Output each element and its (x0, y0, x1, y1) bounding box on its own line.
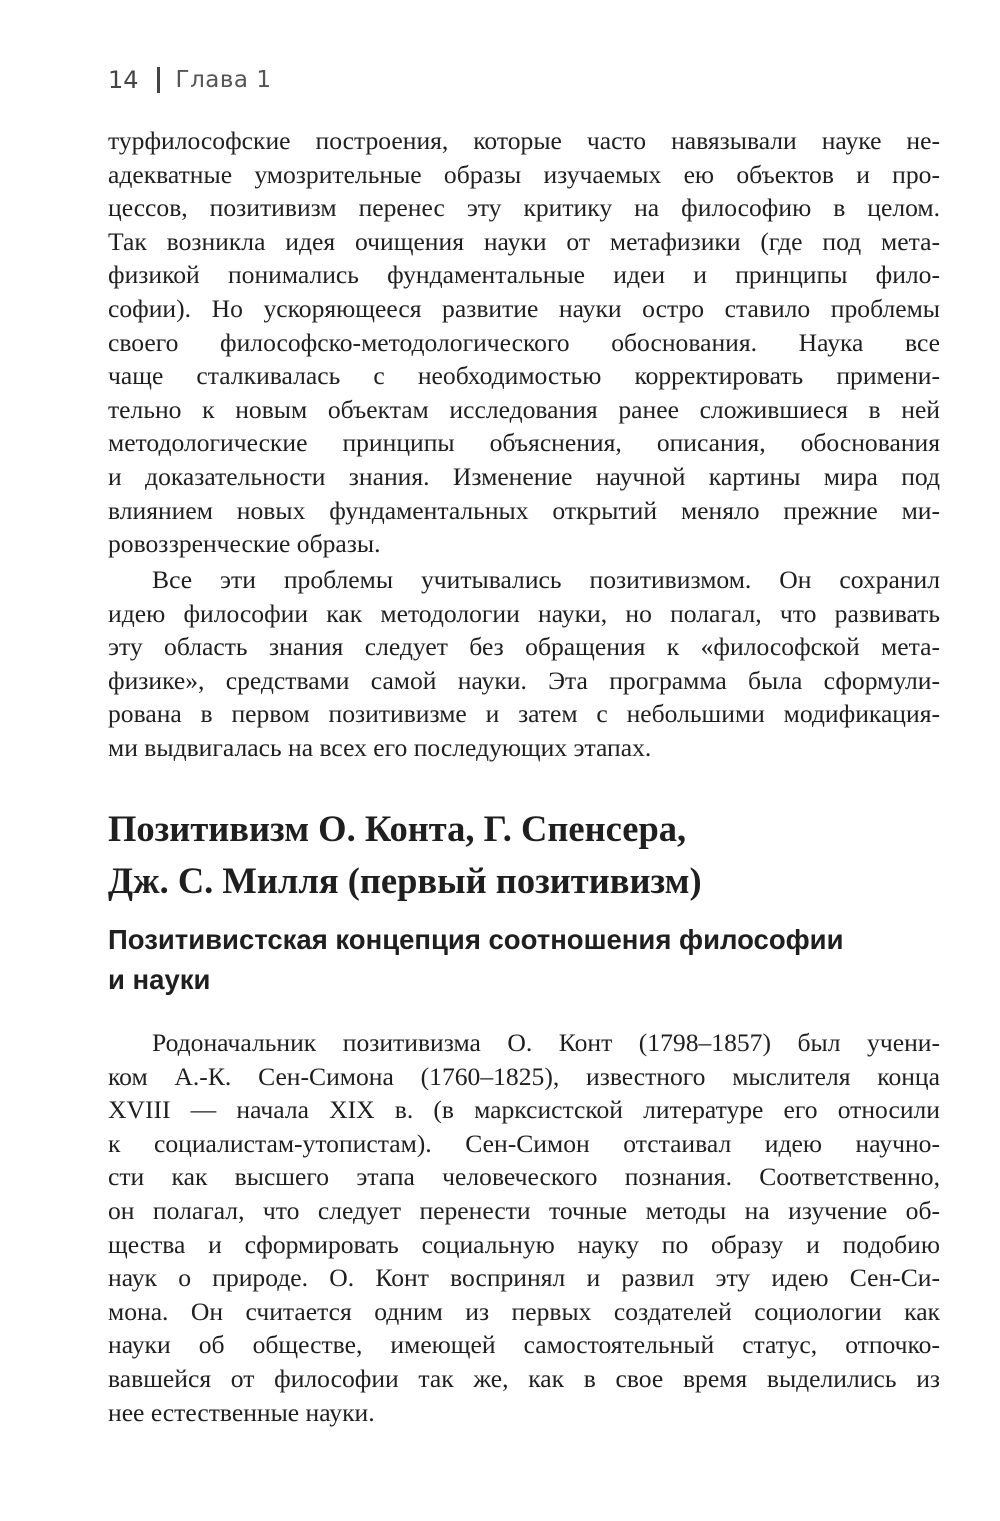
text-line: турфилософские построения, которые часто навязывали науке не- (108, 126, 940, 155)
text-line: науки об обществе, имеющей самостоятельный статус, отпочко- (108, 1330, 940, 1360)
text-line: он полагал, что следует перенести точные методы на изучение об- (108, 1195, 940, 1225)
text-line: Родоначальник позитивизма О. Конт (1798–1857) был учени- (152, 1028, 940, 1057)
text-line: щества и сформировать социальную науку по образу и подобию (108, 1229, 940, 1259)
text-line: эту область знания следует без обращения к «философской мета- (108, 632, 940, 662)
text-line: софии). Но ускоряющееся развитие науки остро ставило проблемы (108, 293, 940, 323)
text-line: XVIII — начала XIX в. (в марксистской литературе его относили (108, 1095, 940, 1125)
text-line: идею философии как методологии науки, но полагал, что развивать (108, 598, 940, 628)
text-line: своего философско-методологического обоснования. Наука все (108, 327, 940, 357)
paragraph-continuation (108, 124, 940, 561)
page-number: 14 (108, 66, 139, 94)
text-line: ровоззренческие образы. (108, 529, 381, 559)
subsection-heading (108, 920, 940, 1000)
text-line: методологические принципы объяснения, описания, обоснования (108, 428, 940, 458)
subsection-heading-line: Позитивистская концепция соотношения философии (108, 924, 844, 955)
text-line: мона. Он считается одним из первых создателей социологии как (108, 1296, 940, 1326)
chapter-label: Глава 1 (175, 67, 272, 93)
subsection-heading-line: и науки (108, 964, 211, 995)
text-line: рована в первом позитивизме и затем с небольшими модификация- (108, 699, 940, 729)
text-line: вавшейся от философии так же, как в свое время выделились из (108, 1363, 940, 1393)
text-line: физикой понимались фундаментальные идеи и принципы фило- (108, 260, 940, 290)
text-line: тельно к новым объектам исследования ранее сложившиеся в ней (108, 394, 940, 424)
text-line: ми выдвигалась на всех его последующих этапах. (108, 732, 652, 762)
text-line: и доказательности знания. Изменение научной картины мира под (108, 461, 940, 491)
text-line: сти как высшего этапа человеческого познания. Соответственно, (108, 1162, 940, 1192)
text-line: цессов, позитивизм перенес эту критику на философию в целом. (108, 193, 940, 223)
text-line: к социалистам-утопистам). Сен-Симон отстаивал идею научно- (108, 1128, 940, 1158)
text-line: влиянием новых фундаментальных открытий меняло прежние ми- (108, 495, 940, 525)
text-line: чаще сталкивалась с необходимостью корректировать примени- (108, 361, 940, 391)
text-line: Так возникла идея очищения науки от метафизики (где под мета- (108, 226, 940, 256)
text-line: Все эти проблемы учитывались позитивизмом. Он сохранил (152, 565, 940, 594)
paragraph (108, 563, 940, 765)
paragraph (108, 1026, 940, 1429)
text-line: нее естественные науки. (108, 1397, 375, 1427)
section-heading (108, 803, 940, 907)
text-line: адекватные умозрительные образы изучаемых ею объектов и про- (108, 159, 940, 189)
section-heading-line: Дж. С. Милля (первый позитивизм) (108, 860, 702, 901)
text-line: ком А.-К. Сен-Симона (1760–1825), известного мыслителя конца (108, 1061, 940, 1091)
running-header (108, 66, 271, 94)
header-divider (157, 67, 160, 93)
section-heading-line: Позитивизм О. Конта, Г. Спенсера, (108, 808, 687, 849)
text-line: наук о природе. О. Конт воспринял и развил эту идею Сен-Си- (108, 1263, 940, 1293)
text-line: физике», средствами самой науки. Эта программа была сформули- (108, 665, 940, 695)
